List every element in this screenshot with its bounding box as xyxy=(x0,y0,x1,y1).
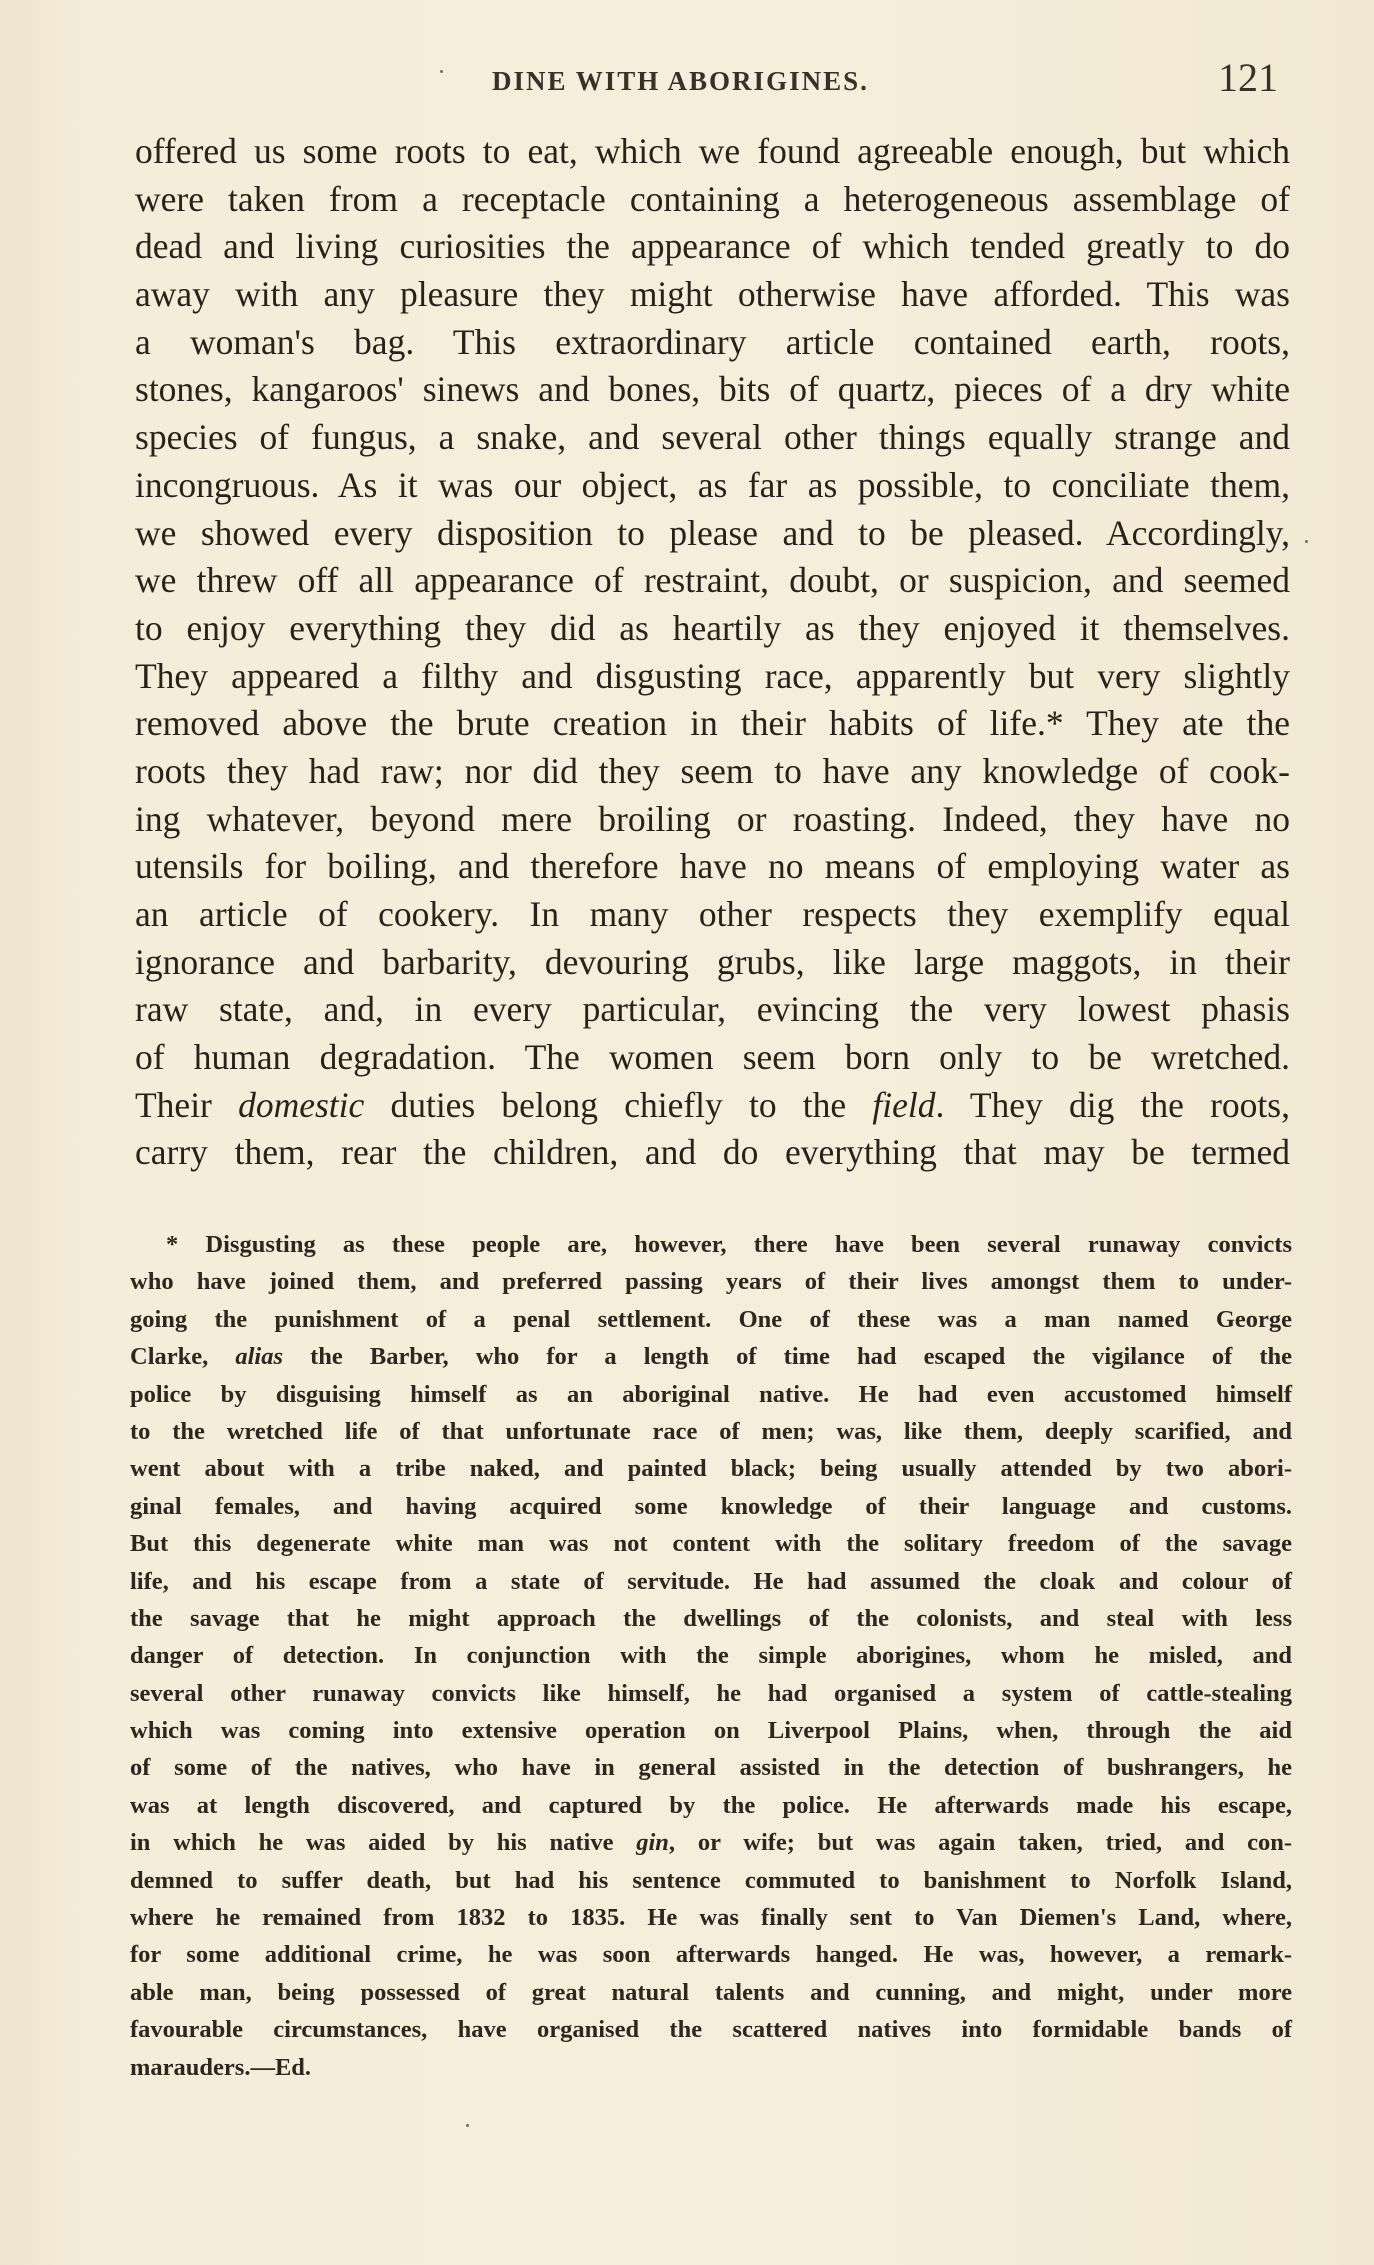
footnote-line: favourable circumstances, have organised the scattered natives into formidable bands of xyxy=(130,2016,1292,2044)
footnote-line: danger of detection. In conjunction with the simple aborigines, whom he misled, and xyxy=(130,1642,1292,1670)
text-line: were taken from a receptacle containing a heterogeneous assemblage of xyxy=(135,178,1290,219)
footnote xyxy=(130,1226,1292,2086)
text-line: carry them, rear the children, and do everything that may be termed xyxy=(135,1132,1290,1173)
text-line: stones, kangaroos' sinews and bones, bits of quartz, pieces of a dry white xyxy=(135,369,1290,410)
footnote-line: who have joined them, and preferred passing years of their lives amongst them to under- xyxy=(130,1268,1292,1296)
page-header xyxy=(0,52,1374,102)
text-line: we threw off all appearance of restraint, doubt, or suspicion, and seemed xyxy=(135,560,1290,601)
footnote-line: ginal females, and having acquired some knowledge of their language and customs. xyxy=(130,1492,1292,1520)
text-line: raw state, and, in every particular, evincing the very lowest phasis xyxy=(135,989,1290,1030)
text-line: ignorance and barbarity, devouring grubs, like large maggots, in their xyxy=(135,941,1290,982)
text-line: incongruous. As it was our object, as far as possible, to conciliate them, xyxy=(135,464,1290,505)
paper-speck xyxy=(466,2124,469,2127)
footnote-line: went about with a tribe naked, and painted black; being usually attended by two abori- xyxy=(130,1455,1292,1483)
paper-speck xyxy=(1305,540,1308,543)
paper-speck xyxy=(440,70,443,73)
text-line: removed above the brute creation in their habits of life.* They ate the xyxy=(135,703,1290,744)
text-line: species of fungus, a snake, and several other things equally strange and xyxy=(135,417,1290,458)
footnote-line: police by disguising himself as an aboriginal native. He had even accustomed himself xyxy=(130,1380,1292,1408)
footnote-line: demned to suffer death, but had his sentence commuted to banishment to Norfolk Island, xyxy=(130,1866,1292,1894)
text-line: to enjoy everything they did as heartily as they enjoyed it themselves. xyxy=(135,607,1290,648)
text-line: dead and living curiosities the appearance of which tended greatly to do xyxy=(135,226,1290,267)
footnote-line: the savage that he might approach the dwellings of the colonists, and steal with less xyxy=(130,1604,1292,1632)
text-line: They appeared a filthy and disgusting race, apparently but very slightly xyxy=(135,655,1290,696)
footnote-line: several other runaway convicts like himself, he had organised a system of cattle-stealing xyxy=(130,1679,1292,1707)
text-line: Their domestic duties belong chiefly to the field. They dig the roots, xyxy=(135,1084,1290,1125)
text-line: a woman's bag. This extraordinary article contained earth, roots, xyxy=(135,321,1290,362)
footnote-line: Clarke, alias the Barber, who for a length of time had escaped the vigilance of the xyxy=(130,1343,1292,1371)
text-line: offered us some roots to eat, which we found agreeable enough, but which xyxy=(135,131,1290,171)
footnote-line: to the wretched life of that unfortunate race of men; was, like them, deeply scarified, and xyxy=(130,1417,1292,1445)
running-head: DINE WITH ABORIGINES. xyxy=(492,66,869,96)
footnote-line: where he remained from 1832 to 1835. He was finally sent to Van Diemen's Land, where, xyxy=(130,1904,1292,1932)
text-line: utensils for boiling, and therefore have no means of employing water as xyxy=(135,846,1290,887)
footnote-line: was at length discovered, and captured by the police. He afterwards made his escape, xyxy=(130,1791,1292,1819)
text-line: we showed every disposition to please and to be pleased. Accordingly, xyxy=(135,512,1290,553)
text-line: roots they had raw; nor did they seem to have any knowledge of cook- xyxy=(135,750,1290,791)
footnote-line: * Disgusting as these people are, however, there have been several runaway convicts xyxy=(166,1231,1292,1258)
footnote-line: going the punishment of a penal settlement. One of these was a man named George xyxy=(130,1305,1292,1333)
text-line: away with any pleasure they might otherwise have afforded. This was xyxy=(135,274,1290,315)
footnote-line: for some additional crime, he was soon afterwards hanged. He was, however, a remark- xyxy=(130,1941,1292,1969)
footnote-line: which was coming into extensive operation on Liverpool Plains, when, through the aid xyxy=(130,1717,1292,1745)
page-number: 121 xyxy=(1218,55,1278,100)
footnote-line: life, and his escape from a state of servitude. He had assumed the cloak and colour of xyxy=(130,1567,1292,1595)
text-line: of human degradation. The women seem born only to be wretched. xyxy=(135,1037,1290,1078)
footnote-line: in which he was aided by his native gin, or wife; but was again taken, tried, and con- xyxy=(130,1829,1292,1857)
text-line: ing whatever, beyond mere broiling or roasting. Indeed, they have no xyxy=(135,798,1290,839)
footnote-line: able man, being possessed of great natural talents and cunning, and might, under more xyxy=(130,1978,1292,2006)
main-text xyxy=(135,128,1290,1177)
footnote-line: marauders.—Ed. xyxy=(130,2053,312,2081)
footnote-line: of some of the natives, who have in general assisted in the detection of bushrangers, he xyxy=(130,1754,1292,1782)
footnote-line: But this degenerate white man was not content with the solitary freedom of the savage xyxy=(130,1530,1292,1558)
text-line: an article of cookery. In many other respects they exemplify equal xyxy=(135,894,1290,934)
